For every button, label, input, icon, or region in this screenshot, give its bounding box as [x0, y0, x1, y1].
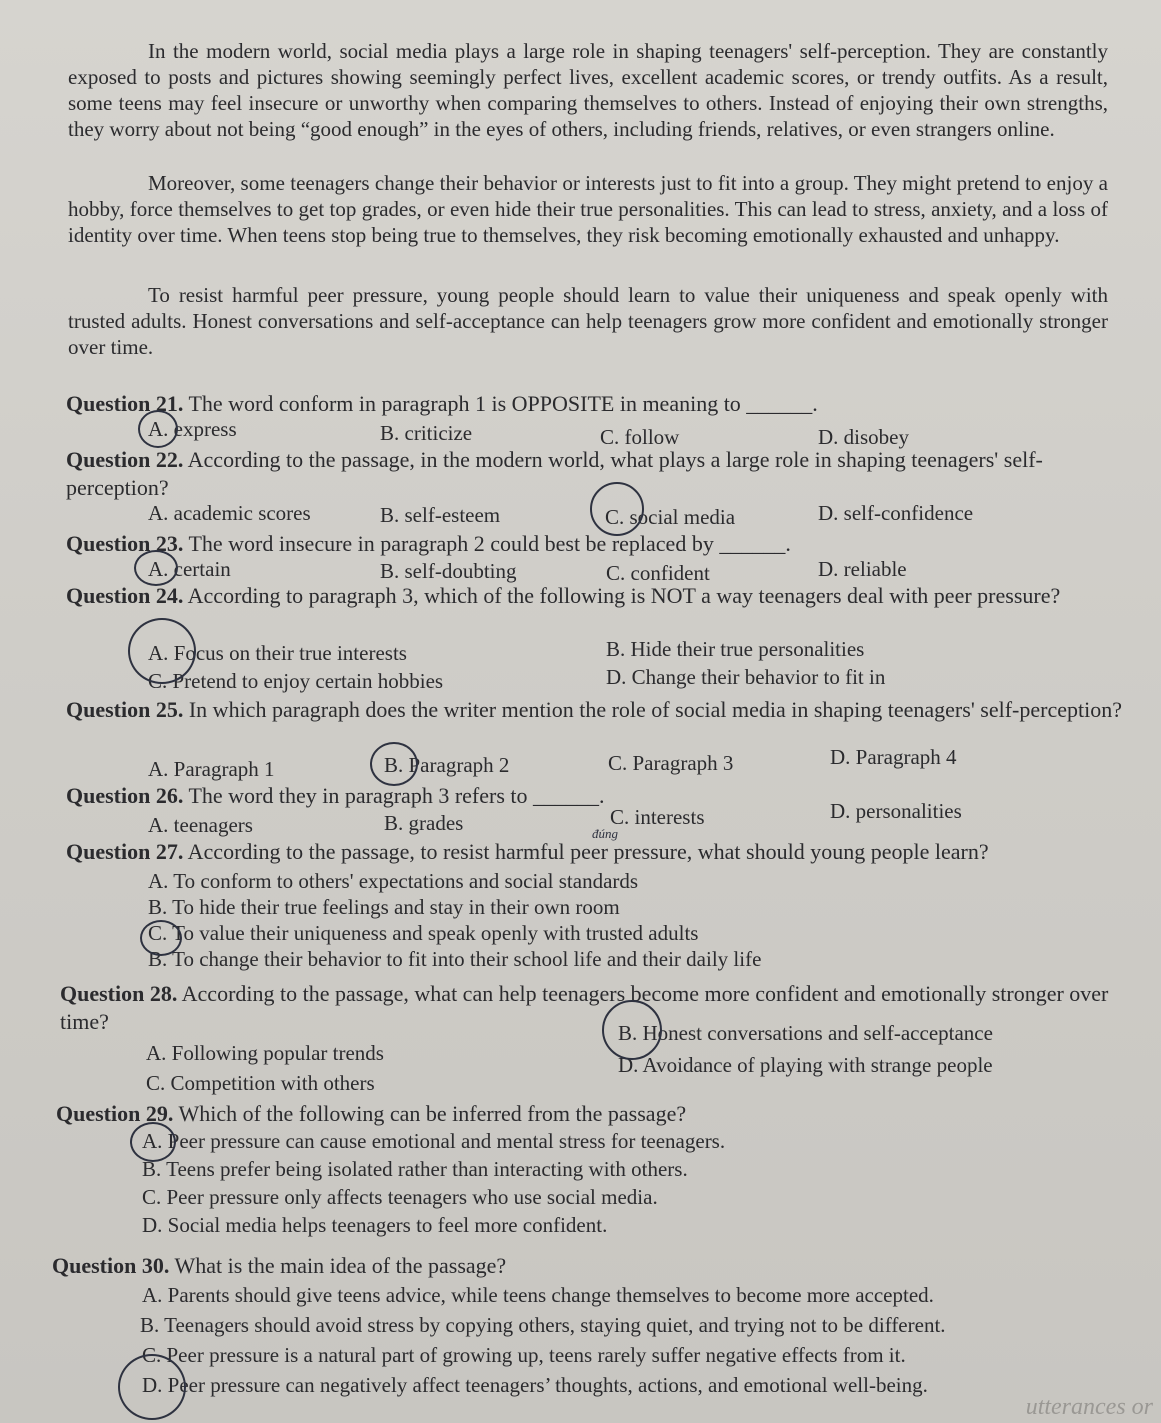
question-26: Question 26. The word they in paragraph 3 refers to ______. [66, 783, 605, 808]
passage-paragraph-3: To resist harmful peer pressure, young people should learn to value their uniqueness and speak openly with trusted adults. Honest conversations and self-acceptance can help teenagers grow more confident and emotionally stronger over time. [68, 283, 1108, 359]
q25-option-d[interactable]: D. Paragraph 4 [830, 745, 957, 769]
q28-option-a[interactable]: A. Following popular trends [146, 1041, 384, 1065]
q30-option-a[interactable]: A. Parents should give teens advice, while teens change themselves to become more accepted. [142, 1283, 934, 1307]
q28-option-d[interactable]: D. Avoidance of playing with strange people [618, 1053, 993, 1077]
q27-option-a[interactable]: A. To conform to others' expectations and social standards [148, 869, 639, 893]
q23-option-b[interactable]: B. self-doubting [380, 559, 517, 583]
q26-option-c[interactable]: C. interests [610, 805, 705, 829]
question-25: Question 25. In which paragraph does the writer mention the role of social media in shaping teenagers' self-perception? [66, 697, 1122, 722]
q24-option-b[interactable]: B. Hide their true personalities [606, 637, 865, 661]
q26-option-b[interactable]: B. grades [384, 811, 464, 835]
q21-option-d[interactable]: D. disobey [818, 425, 909, 449]
q23-option-d[interactable]: D. reliable [818, 557, 907, 581]
q21-option-c[interactable]: C. follow [600, 425, 680, 449]
q29-option-d[interactable]: D. Social media helps teenagers to feel more confident. [142, 1213, 608, 1237]
q23-option-c[interactable]: C. confident [606, 561, 710, 585]
q26-option-d[interactable]: D. personalities [830, 799, 962, 823]
q22-option-d[interactable]: D. self-confidence [818, 501, 974, 525]
q30-option-d[interactable]: D. Peer pressure can negatively affect teenagers’ thoughts, actions, and emotional well-being. [142, 1373, 928, 1397]
q21-option-a[interactable]: A. express [148, 417, 237, 441]
q25-option-b[interactable]: B. Paragraph 2 [384, 753, 510, 777]
partial-text-corner: utterances or [1025, 1394, 1153, 1420]
handwritten-note: đúng [592, 826, 618, 841]
q22-option-a[interactable]: A. academic scores [148, 501, 311, 525]
q29-option-c[interactable]: C. Peer pressure only affects teenagers who use social media. [142, 1185, 658, 1209]
question-24: Question 24. According to paragraph 3, which of the following is NOT a way teenagers deal with peer pressure? [66, 583, 1061, 608]
question-30: Question 30. What is the main idea of the passage? [52, 1253, 507, 1278]
q22-option-c[interactable]: C. social media [605, 505, 736, 529]
q26-option-a[interactable]: A. teenagers [148, 813, 253, 837]
q22-option-b[interactable]: B. self-esteem [380, 503, 501, 527]
question-22: Question 22. According to the passage, in the modern world, what plays a large role in shaping teenagers' self-perception? [66, 447, 1043, 500]
question-27: Question 27. According to the passage, to resist harmful peer pressure, what should young people learn? [66, 839, 989, 864]
q28-option-c[interactable]: C. Competition with others [146, 1071, 375, 1095]
q30-option-b[interactable]: B. Teenagers should avoid stress by copying others, staying quiet, and trying not to be different. [140, 1313, 946, 1337]
question-23: Question 23. The word insecure in paragraph 2 could best be replaced by ______. [66, 531, 791, 556]
passage-paragraph-2: Moreover, some teenagers change their behavior or interests just to fit into a group. They might pretend to enjoy a hobby, force themselves to get top grades, or even hide their true personalities. This can lead to stress, anxiety, and a loss of identity over time. When teens stop being true to themselves, they risk becoming emotionally exhausted and unhappy. [68, 171, 1108, 247]
q27-option-c[interactable]: C. To value their uniqueness and speak openly with trusted adults [148, 921, 699, 945]
q21-option-b[interactable]: B. criticize [380, 421, 473, 445]
q29-option-a[interactable]: A. Peer pressure can cause emotional and mental stress for teenagers. [142, 1129, 726, 1153]
q24-option-c[interactable]: C. Pretend to enjoy certain hobbies [148, 669, 444, 693]
q28-option-b[interactable]: B. Honest conversations and self-acceptance [618, 1021, 993, 1045]
q25-option-a[interactable]: A. Paragraph 1 [148, 757, 275, 781]
q30-option-c[interactable]: C. Peer pressure is a natural part of growing up, teens rarely suffer negative effects from it. [142, 1343, 906, 1367]
q24-option-a[interactable]: A. Focus on their true interests [148, 641, 407, 665]
q27-option-b[interactable]: B. To hide their true feelings and stay in their own room [148, 895, 620, 919]
passage-paragraph-1: In the modern world, social media plays a large role in shaping teenagers' self-perception. They are constantly exposed to posts and pictures showing seemingly perfect lives, excellent academic scores, or trendy outfits. As a result, some teens may feel insecure or unworthy when comparing themselves to others. Instead of enjoying their own strengths, they worry about not being “good enough” in the eyes of others, including friends, relatives, or even strangers online. [68, 39, 1108, 141]
q23-option-a[interactable]: A. certain [148, 557, 231, 581]
q27-option-d[interactable]: B. To change their behavior to fit into their school life and their daily life [148, 947, 762, 971]
question-29: Question 29. Which of the following can be inferred from the passage? [56, 1101, 687, 1126]
question-21: Question 21. The word conform in paragraph 1 is OPPOSITE in meaning to ______. [66, 391, 818, 416]
question-28: Question 28. According to the passage, what can help teenagers become more confident and emotionally stronger over time? [60, 981, 1109, 1034]
q24-option-d[interactable]: D. Change their behavior to fit in [606, 665, 886, 689]
q29-option-b[interactable]: B. Teens prefer being isolated rather than interacting with others. [142, 1157, 688, 1181]
q25-option-c[interactable]: C. Paragraph 3 [608, 751, 734, 775]
